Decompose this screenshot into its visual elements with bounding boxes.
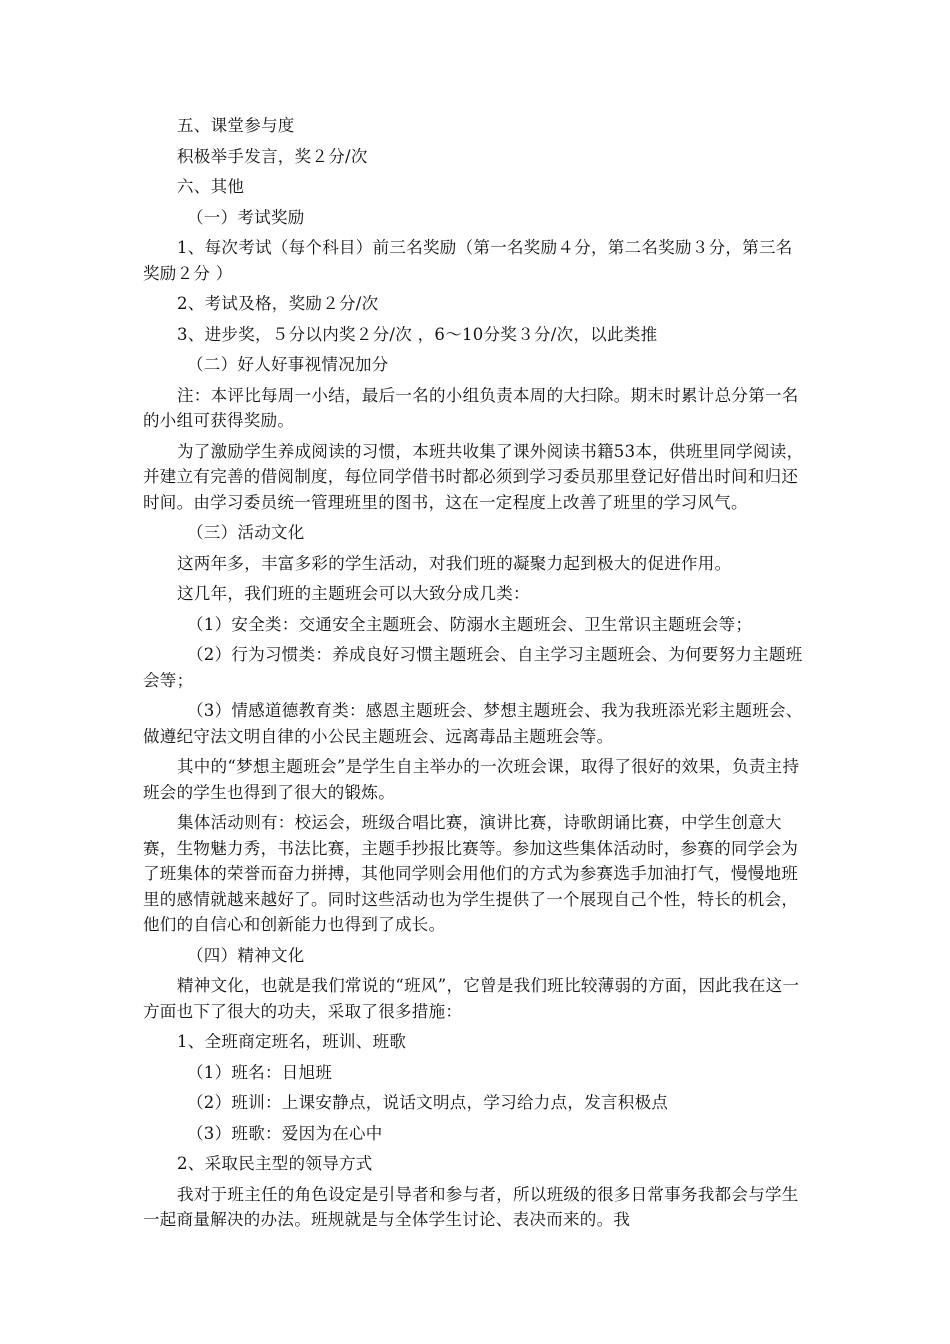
- list-item: （2）班训：上课安静点，说话文明点，学习给力点，发言积极点: [187, 1093, 669, 1112]
- paragraph: 积极举手发言，奖２分/次: [177, 146, 368, 166]
- paragraph: 这两年多，丰富多彩的学生活动，对我们班的凝聚力起到极大的促进作用。: [177, 553, 732, 573]
- list-item: （1）班名：日旭班: [187, 1062, 333, 1082]
- paragraph: 其中的“梦想主题班会”是学生自主举办的一次班会课，取得了很好的效果，负责主持班会的学生也得到了很大的锻炼。: [143, 757, 800, 802]
- paragraph: 3、进步奖，５分以内奖２分/次 ，6～10分奖３分/次，以此类推: [177, 324, 658, 344]
- paragraph: 精神文化，也就是我们常说的“班风”，它曾是我们班比较薄弱的方面，因此我在这一方面也下了很大的功夫，采取了很多措施：: [143, 976, 800, 1021]
- paragraph: 2、采取民主型的领导方式: [177, 1154, 373, 1173]
- list-item: （2）行为习惯类：养成良好习惯主题班会、自主学习主题班会、为何要努力主题班会等；: [143, 645, 803, 690]
- paragraph: 我对于班主任的角色设定是引导者和参与者，所以班级的很多日常事务我都会与学生一起商量解决的办法。班规就是与全体学生讨论、表决而来的。我: [143, 1184, 799, 1229]
- subsection-heading-good-deeds: （二）好人好事视情况加分: [187, 355, 389, 374]
- paragraph: 1、全班商定班名，班训、班歌: [177, 1032, 407, 1051]
- paragraph: 2、考试及格，奖励２分/次: [177, 294, 379, 313]
- subsection-heading-activity-culture: （三）活动文化: [187, 523, 305, 542]
- paragraph: 这几年，我们班的主题班会可以大致分成几类：: [177, 584, 530, 603]
- paragraph: 为了激励学生养成阅读的习惯，本班共收集了课外阅读书籍53本，供班里同学阅读，并建立有完善的借阅制度，每位同学借书时都必须到学习委员那里登记好借出时间和归还时间。由学习委员统一管理班里的图书，这在一定程度上改善了班里的学习风气。: [143, 441, 804, 512]
- subsection-heading-exam-reward: （一）考试奖励: [187, 207, 305, 227]
- section-heading-6: 六、其他: [177, 177, 245, 196]
- document-body: [143, 113, 808, 1238]
- note-paragraph: 注：本评比每周一小结，最后一名的小组负责本周的大扫除。期末时累计总分第一名的小组可获得奖励。: [143, 385, 799, 430]
- list-item: （1）安全类：交通安全主题班会、防溺水主题班会、卫生常识主题班会等；: [187, 614, 753, 634]
- paragraph: 集体活动则有：校运会，班级合唱比赛，演讲比赛，诗歌朗诵比赛，中学生创意大赛，生物魅力秀，书法比赛，主题手抄报比赛等。参加这些集体活动时，参赛的同学会为了班集体的荣誉而奋力拼搏，其他同学则会用他们的方式为参赛选手加油打气，慢慢地班里的感情就越来越好了。同时这些活动也为学生提供了一个展现自己个性，特长的机会，他们的自信心和创新能力也得到了成长。: [143, 813, 799, 934]
- subsection-heading-spirit-culture: （四）精神文化: [187, 945, 305, 965]
- section-heading-5: 五、课堂参与度: [177, 116, 295, 135]
- list-item: （3）班歌：爱因为在心中: [187, 1123, 383, 1143]
- paragraph: 1、每次考试（每个科目）前三名奖励（第一名奖励４分，第二名奖励３分，第三名奖励２分 ）: [143, 238, 793, 283]
- list-item: （3）情感道德教育类：感恩主题班会、梦想主题班会、我为我班添光彩主题班会、做遵纪守法文明自律的小公民主题班会、远离毒品主题班会等。: [143, 701, 803, 746]
